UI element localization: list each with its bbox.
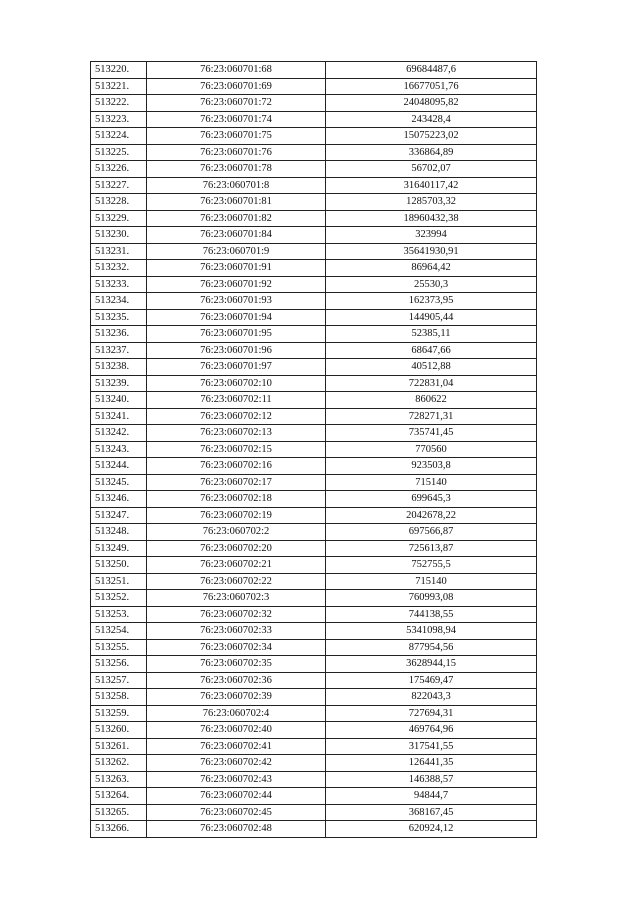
row-number-cell: 513252.	[91, 590, 147, 607]
table-row	[91, 606, 537, 623]
row-number-cell: 513235.	[91, 309, 147, 326]
cadastral-value-cell: 323994	[326, 227, 537, 244]
cadastral-number-cell: 76:23:060702:22	[147, 573, 326, 590]
cadastral-number-cell: 76:23:060702:10	[147, 375, 326, 392]
table-row	[91, 128, 537, 145]
row-number-cell: 513245.	[91, 474, 147, 491]
table-body	[91, 62, 537, 838]
cadastral-number-cell: 76:23:060702:2	[147, 524, 326, 541]
table-row	[91, 408, 537, 425]
cadastral-value-cell: 16677051,76	[326, 78, 537, 95]
cadastral-number-cell: 76:23:060701:78	[147, 161, 326, 178]
row-number-cell: 513250.	[91, 557, 147, 574]
table-row	[91, 78, 537, 95]
table-row	[91, 689, 537, 706]
cadastral-value-cell: 94844,7	[326, 788, 537, 805]
table-row	[91, 161, 537, 178]
cadastral-number-cell: 76:23:060702:40	[147, 722, 326, 739]
cadastral-value-cell: 620924,12	[326, 821, 537, 838]
cadastral-value-cell: 725613,87	[326, 540, 537, 557]
table-row	[91, 474, 537, 491]
cadastral-number-cell: 76:23:060702:36	[147, 672, 326, 689]
table-row	[91, 540, 537, 557]
table-row	[91, 111, 537, 128]
row-number-cell: 513241.	[91, 408, 147, 425]
row-number-cell: 513258.	[91, 689, 147, 706]
table-row	[91, 738, 537, 755]
row-number-cell: 513249.	[91, 540, 147, 557]
row-number-cell: 513243.	[91, 441, 147, 458]
row-number-cell: 513233.	[91, 276, 147, 293]
row-number-cell: 513261.	[91, 738, 147, 755]
cadastral-value-cell: 25530,3	[326, 276, 537, 293]
cadastral-number-cell: 76:23:060701:74	[147, 111, 326, 128]
cadastral-number-cell: 76:23:060701:91	[147, 260, 326, 277]
cadastral-number-cell: 76:23:060702:42	[147, 755, 326, 772]
table-row	[91, 210, 537, 227]
cadastral-value-cell: 744138,55	[326, 606, 537, 623]
cadastral-number-cell: 76:23:060702:39	[147, 689, 326, 706]
row-number-cell: 513265.	[91, 804, 147, 821]
row-number-cell: 513230.	[91, 227, 147, 244]
row-number-cell: 513244.	[91, 458, 147, 475]
table-row	[91, 804, 537, 821]
cadastral-number-cell: 76:23:060702:15	[147, 441, 326, 458]
table-row	[91, 441, 537, 458]
cadastral-value-cell: 52385,11	[326, 326, 537, 343]
table-row	[91, 243, 537, 260]
table-row	[91, 342, 537, 359]
cadastral-number-cell: 76:23:060702:43	[147, 771, 326, 788]
cadastral-number-cell: 76:23:060702:21	[147, 557, 326, 574]
cadastral-value-cell: 728271,31	[326, 408, 537, 425]
cadastral-number-cell: 76:23:060702:18	[147, 491, 326, 508]
cadastral-value-cell: 727694,31	[326, 705, 537, 722]
cadastral-value-cell: 86964,42	[326, 260, 537, 277]
cadastral-value-table	[90, 61, 537, 838]
table-row	[91, 771, 537, 788]
cadastral-value-cell: 35641930,91	[326, 243, 537, 260]
table-row	[91, 62, 537, 79]
table-row	[91, 639, 537, 656]
cadastral-number-cell: 76:23:060702:41	[147, 738, 326, 755]
cadastral-number-cell: 76:23:060701:84	[147, 227, 326, 244]
cadastral-value-cell: 860622	[326, 392, 537, 409]
row-number-cell: 513221.	[91, 78, 147, 95]
row-number-cell: 513237.	[91, 342, 147, 359]
row-number-cell: 513222.	[91, 95, 147, 112]
cadastral-value-cell: 697566,87	[326, 524, 537, 541]
cadastral-number-cell: 76:23:060702:34	[147, 639, 326, 656]
cadastral-value-cell: 68647,66	[326, 342, 537, 359]
cadastral-number-cell: 76:23:060701:76	[147, 144, 326, 161]
cadastral-number-cell: 76:23:060702:11	[147, 392, 326, 409]
cadastral-value-cell: 715140	[326, 573, 537, 590]
row-number-cell: 513239.	[91, 375, 147, 392]
cadastral-number-cell: 76:23:060701:72	[147, 95, 326, 112]
cadastral-value-cell: 722831,04	[326, 375, 537, 392]
table-row	[91, 276, 537, 293]
cadastral-value-cell: 699645,3	[326, 491, 537, 508]
cadastral-value-cell: 368167,45	[326, 804, 537, 821]
cadastral-number-cell: 76:23:060702:4	[147, 705, 326, 722]
cadastral-value-cell: 40512,88	[326, 359, 537, 376]
cadastral-value-cell: 715140	[326, 474, 537, 491]
row-number-cell: 513242.	[91, 425, 147, 442]
cadastral-value-cell: 770560	[326, 441, 537, 458]
cadastral-number-cell: 76:23:060702:33	[147, 623, 326, 640]
row-number-cell: 513228.	[91, 194, 147, 211]
table-row	[91, 821, 537, 838]
cadastral-number-cell: 76:23:060702:13	[147, 425, 326, 442]
row-number-cell: 513234.	[91, 293, 147, 310]
table-row	[91, 590, 537, 607]
cadastral-value-cell: 735741,45	[326, 425, 537, 442]
table-row	[91, 194, 537, 211]
cadastral-value-cell: 243428,4	[326, 111, 537, 128]
row-number-cell: 513225.	[91, 144, 147, 161]
row-number-cell: 513227.	[91, 177, 147, 194]
row-number-cell: 513264.	[91, 788, 147, 805]
cadastral-number-cell: 76:23:060701:8	[147, 177, 326, 194]
cadastral-value-cell: 317541,55	[326, 738, 537, 755]
row-number-cell: 513232.	[91, 260, 147, 277]
row-number-cell: 513255.	[91, 639, 147, 656]
cadastral-number-cell: 76:23:060701:68	[147, 62, 326, 79]
cadastral-number-cell: 76:23:060701:97	[147, 359, 326, 376]
cadastral-number-cell: 76:23:060701:94	[147, 309, 326, 326]
cadastral-value-cell: 175469,47	[326, 672, 537, 689]
table-row	[91, 524, 537, 541]
cadastral-value-cell: 336864,89	[326, 144, 537, 161]
cadastral-value-cell: 3628944,15	[326, 656, 537, 673]
table-row	[91, 95, 537, 112]
row-number-cell: 513220.	[91, 62, 147, 79]
row-number-cell: 513263.	[91, 771, 147, 788]
row-number-cell: 513254.	[91, 623, 147, 640]
cadastral-number-cell: 76:23:060701:69	[147, 78, 326, 95]
cadastral-number-cell: 76:23:060701:9	[147, 243, 326, 260]
cadastral-number-cell: 76:23:060702:44	[147, 788, 326, 805]
table-row	[91, 623, 537, 640]
table-row	[91, 260, 537, 277]
cadastral-number-cell: 76:23:060701:92	[147, 276, 326, 293]
cadastral-value-cell: 2042678,22	[326, 507, 537, 524]
cadastral-value-cell: 822043,3	[326, 689, 537, 706]
cadastral-number-cell: 76:23:060702:32	[147, 606, 326, 623]
cadastral-number-cell: 76:23:060702:48	[147, 821, 326, 838]
table-row	[91, 672, 537, 689]
row-number-cell: 513256.	[91, 656, 147, 673]
row-number-cell: 513224.	[91, 128, 147, 145]
cadastral-number-cell: 76:23:060701:93	[147, 293, 326, 310]
cadastral-value-cell: 24048095,82	[326, 95, 537, 112]
row-number-cell: 513259.	[91, 705, 147, 722]
cadastral-number-cell: 76:23:060702:20	[147, 540, 326, 557]
cadastral-number-cell: 76:23:060701:81	[147, 194, 326, 211]
cadastral-value-cell: 162373,95	[326, 293, 537, 310]
table-row	[91, 359, 537, 376]
cadastral-number-cell: 76:23:060702:3	[147, 590, 326, 607]
row-number-cell: 513246.	[91, 491, 147, 508]
row-number-cell: 513257.	[91, 672, 147, 689]
cadastral-value-cell: 15075223,02	[326, 128, 537, 145]
cadastral-value-cell: 877954,56	[326, 639, 537, 656]
row-number-cell: 513223.	[91, 111, 147, 128]
table-row	[91, 755, 537, 772]
table-row	[91, 144, 537, 161]
table-row	[91, 326, 537, 343]
cadastral-number-cell: 76:23:060702:45	[147, 804, 326, 821]
cadastral-number-cell: 76:23:060701:75	[147, 128, 326, 145]
row-number-cell: 513238.	[91, 359, 147, 376]
row-number-cell: 513266.	[91, 821, 147, 838]
row-number-cell: 513240.	[91, 392, 147, 409]
row-number-cell: 513226.	[91, 161, 147, 178]
cadastral-number-cell: 76:23:060702:19	[147, 507, 326, 524]
table-row	[91, 458, 537, 475]
table-row	[91, 227, 537, 244]
table-row	[91, 722, 537, 739]
row-number-cell: 513247.	[91, 507, 147, 524]
cadastral-number-cell: 76:23:060702:35	[147, 656, 326, 673]
table-row	[91, 293, 537, 310]
cadastral-value-cell: 18960432,38	[326, 210, 537, 227]
cadastral-value-cell: 31640117,42	[326, 177, 537, 194]
row-number-cell: 513253.	[91, 606, 147, 623]
cadastral-number-cell: 76:23:060702:16	[147, 458, 326, 475]
table-row	[91, 507, 537, 524]
row-number-cell: 513236.	[91, 326, 147, 343]
cadastral-value-cell: 1285703,32	[326, 194, 537, 211]
cadastral-number-cell: 76:23:060701:96	[147, 342, 326, 359]
row-number-cell: 513229.	[91, 210, 147, 227]
cadastral-value-cell: 146388,57	[326, 771, 537, 788]
table-row	[91, 491, 537, 508]
cadastral-number-cell: 76:23:060701:82	[147, 210, 326, 227]
cadastral-number-cell: 76:23:060702:17	[147, 474, 326, 491]
table-row	[91, 573, 537, 590]
cadastral-value-cell: 469764,96	[326, 722, 537, 739]
table-row	[91, 705, 537, 722]
table-row	[91, 656, 537, 673]
table-row	[91, 425, 537, 442]
row-number-cell: 513260.	[91, 722, 147, 739]
cadastral-value-cell: 923503,8	[326, 458, 537, 475]
table-row	[91, 177, 537, 194]
cadastral-number-cell: 76:23:060701:95	[147, 326, 326, 343]
row-number-cell: 513231.	[91, 243, 147, 260]
table-row	[91, 557, 537, 574]
cadastral-value-cell: 144905,44	[326, 309, 537, 326]
table-row	[91, 375, 537, 392]
cadastral-number-cell: 76:23:060702:12	[147, 408, 326, 425]
cadastral-value-cell: 760993,08	[326, 590, 537, 607]
cadastral-value-cell: 69684487,6	[326, 62, 537, 79]
table-row	[91, 392, 537, 409]
cadastral-value-cell: 126441,35	[326, 755, 537, 772]
cadastral-value-cell: 5341098,94	[326, 623, 537, 640]
table-row	[91, 788, 537, 805]
cadastral-value-cell: 56702,07	[326, 161, 537, 178]
row-number-cell: 513251.	[91, 573, 147, 590]
row-number-cell: 513262.	[91, 755, 147, 772]
cadastral-value-cell: 752755,5	[326, 557, 537, 574]
table-row	[91, 309, 537, 326]
row-number-cell: 513248.	[91, 524, 147, 541]
